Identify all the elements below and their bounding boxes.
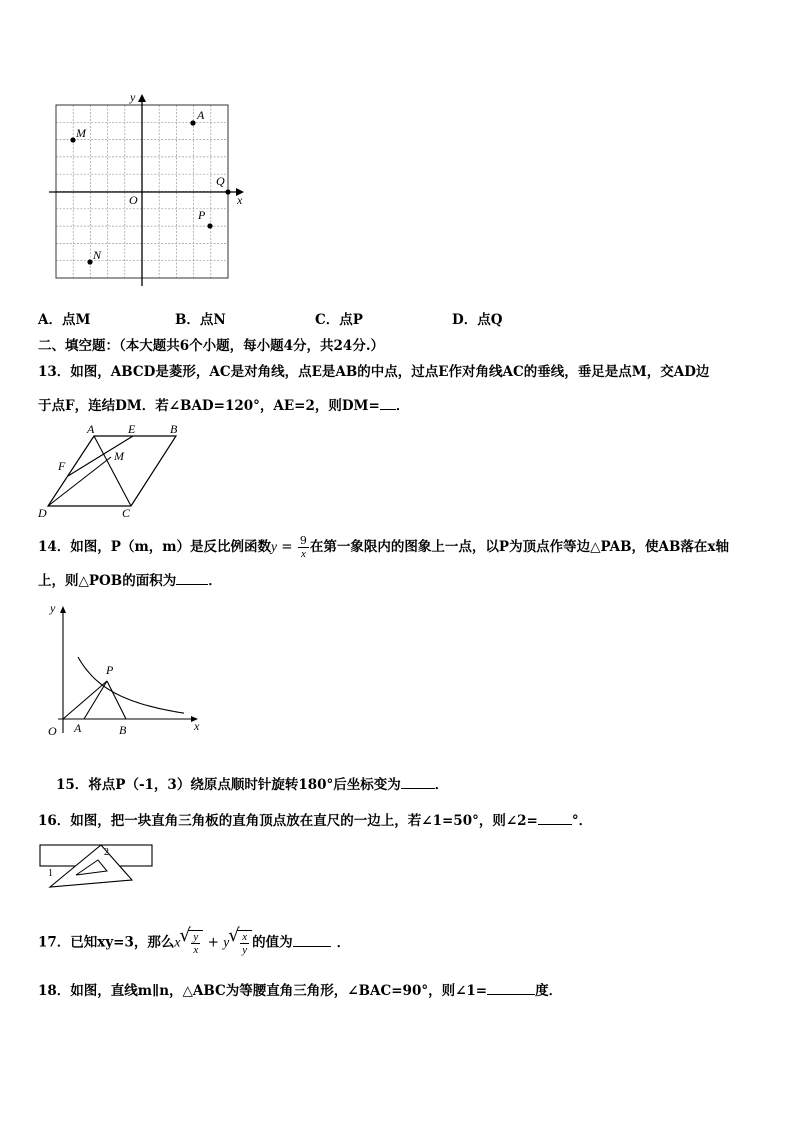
point-q (225, 189, 230, 194)
label-b: B (119, 723, 127, 737)
q14-numerator: 9 (299, 534, 307, 547)
label-a: A (87, 422, 95, 436)
q14-eq: = (277, 539, 297, 555)
rhombus-figure (36, 420, 186, 520)
q17-x: x (174, 934, 181, 950)
q16-text: 16．如图，把一块直角三角板的直角顶点放在直尺的一边上，若∠1=50°，则∠2= (38, 813, 538, 829)
q16-line (38, 810, 592, 831)
q13-answer-blank[interactable] (380, 395, 396, 410)
q15-line (56, 774, 448, 795)
point-n (87, 259, 92, 264)
segment-op (63, 681, 107, 719)
q13-line2 (38, 395, 409, 416)
label-a: A (74, 721, 82, 735)
q17-frac-1-num: √ y (193, 931, 199, 943)
q14-line2 (38, 570, 222, 591)
option-b: B．点N (175, 312, 226, 328)
label-c: C (122, 506, 131, 520)
q16-answer-blank[interactable] (538, 810, 572, 825)
hyperbola-figure (36, 598, 211, 743)
point-p (207, 223, 212, 228)
q18-line (38, 980, 562, 1001)
option-a: A．点M (38, 312, 91, 328)
q17-pre: 17．已知xy=3，那么 (38, 934, 175, 951)
y-axis-arrow (138, 94, 146, 102)
q15-text: 15．将点P（-1，3）绕原点顺时针旋转180°后坐标变为 (56, 777, 401, 793)
segment-pa (84, 681, 107, 719)
coordinate-grid-figure (44, 88, 254, 293)
q14-denominator: x (300, 548, 306, 560)
label-p: P (198, 208, 206, 222)
point-m (70, 137, 75, 142)
label-y: y (130, 90, 136, 104)
angle-label-2: 2 (104, 847, 109, 858)
label-x: x (194, 719, 200, 733)
q17-end: ． (336, 934, 351, 951)
q14-line2-end: ． (208, 573, 222, 589)
q17-frac-2-den: y (242, 944, 248, 956)
hyperbola-curve (78, 657, 184, 713)
q14-fraction (298, 535, 309, 560)
q17-frac-1 (191, 931, 200, 956)
section-heading: 二、填空题：（本大题共6个小题，每小题4分，共24分.） (38, 338, 385, 354)
q17-sqrt-2 (237, 930, 252, 956)
q18-answer-blank[interactable] (487, 980, 535, 995)
ruler-triangle-figure (36, 840, 161, 895)
q14-line2-text: 上，则△POB的面积为 (38, 573, 177, 589)
label-d: D (38, 506, 47, 520)
q14-line1 (38, 535, 729, 560)
q17-post: 的值为 (252, 934, 293, 951)
q13-line2-end: ． (395, 398, 410, 414)
segment-pb (107, 681, 126, 719)
label-y: y (50, 601, 56, 615)
label-n: N (93, 248, 102, 262)
label-x: x (237, 193, 243, 207)
q15-answer-blank[interactable] (401, 774, 435, 789)
q17-sqrt-1 (188, 930, 203, 956)
q13-line2-text: 于点F，连结DM．若∠BAD=120°，AE=2，则DM= (38, 398, 380, 414)
q14-post: 在第一象限内的图象上一点，以P为顶点作等边△PAB，使AB落在x轴 (309, 539, 729, 555)
label-o: O (48, 724, 57, 738)
option-c: C．点P (315, 312, 363, 328)
label-m: M (76, 126, 86, 140)
q13-line1: 13．如图，ABCD是菱形，AC是对角线，点E是AB的中点，过点E作对角线AC的垂线，垂足是点M，交AD边 (38, 364, 710, 380)
q16-end: °． (571, 813, 593, 829)
label-m: M (114, 449, 124, 463)
q17-frac-2 (240, 931, 249, 956)
q18-text: 18．如图，直线m∥n，△ABC为等腰直角三角形，∠BAC=90°，则∠1= (38, 983, 488, 999)
q17-frac-1-den: x (193, 944, 199, 956)
q17-frac-2-num: √ x (242, 931, 248, 943)
q14-answer-blank[interactable] (176, 570, 208, 585)
q18-end: 度． (535, 983, 563, 999)
q17-answer-blank[interactable] (293, 932, 331, 947)
label-e: E (128, 422, 136, 436)
y-axis-arrow (60, 606, 66, 613)
q17-plus: + (203, 934, 224, 951)
label-b: B (170, 422, 178, 436)
option-d: D．点Q (452, 312, 503, 328)
q17-line (38, 930, 350, 956)
label-f: F (58, 459, 66, 473)
diagonal-ac (94, 436, 131, 506)
q14-y: y (271, 539, 278, 554)
label-q: Q (216, 174, 225, 188)
q17-y: y (223, 934, 230, 950)
q14-pre: 14．如图，P（m，m）是反比例函数 (38, 539, 272, 555)
label-o: O (129, 193, 138, 207)
angle-label-1: 1 (48, 868, 53, 879)
label-p: P (106, 663, 114, 677)
q15-end: ． (434, 777, 449, 793)
point-a (190, 120, 195, 125)
label-a: A (197, 108, 205, 122)
